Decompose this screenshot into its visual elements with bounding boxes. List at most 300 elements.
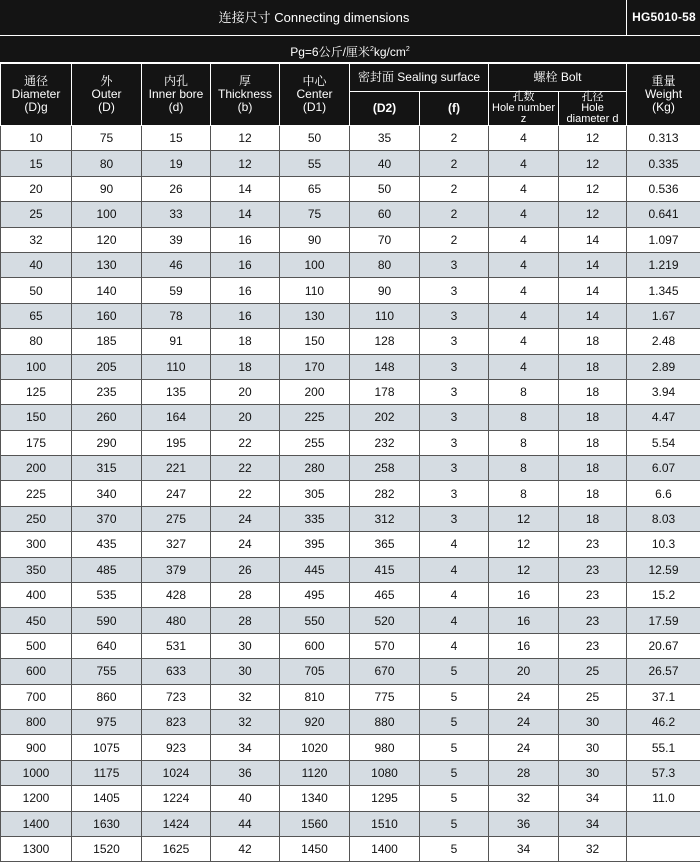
- cell-hole-number: 8: [489, 456, 559, 481]
- cell-inner-bore: 1224: [142, 786, 211, 811]
- cell-diameter: 40: [1, 252, 72, 277]
- cell-outer: 485: [72, 557, 142, 582]
- cell-hole-number: 24: [489, 735, 559, 760]
- cell-sealing-f: 3: [420, 481, 489, 506]
- cell-thickness: 20: [211, 379, 280, 404]
- cell-thickness: 36: [211, 760, 280, 785]
- standard-code: HG5010-58: [626, 0, 700, 35]
- cell-thickness: 28: [211, 583, 280, 608]
- cell-diameter: 225: [1, 481, 72, 506]
- cell-inner-bore: 531: [142, 633, 211, 658]
- cell-thickness: 24: [211, 532, 280, 557]
- cell-sealing-d2: 282: [350, 481, 420, 506]
- cell-sealing-f: 4: [420, 532, 489, 557]
- cell-center: 920: [280, 709, 350, 734]
- cell-thickness: 20: [211, 405, 280, 430]
- cell-weight: 0.536: [627, 176, 700, 201]
- cell-thickness: 30: [211, 633, 280, 658]
- cell-outer: 1405: [72, 786, 142, 811]
- cell-hole-diameter: 30: [559, 735, 627, 760]
- cell-sealing-f: 2: [420, 202, 489, 227]
- cell-center: 1340: [280, 786, 350, 811]
- cell-thickness: 32: [211, 684, 280, 709]
- cell-diameter: 32: [1, 227, 72, 252]
- cell-hole-diameter: 18: [559, 354, 627, 379]
- cell-inner-bore: 823: [142, 709, 211, 734]
- cell-hole-number: 20: [489, 659, 559, 684]
- cell-hole-number: 4: [489, 202, 559, 227]
- cell-hole-diameter: 23: [559, 608, 627, 633]
- cell-sealing-d2: 50: [350, 176, 420, 201]
- cell-inner-bore: 91: [142, 329, 211, 354]
- cell-hole-number: 4: [489, 151, 559, 176]
- pressure-rating: [0, 36, 700, 63]
- cell-sealing-d2: 312: [350, 506, 420, 531]
- cell-weight: [627, 836, 700, 861]
- table-title: 连接尺寸 Connecting dimensions: [0, 0, 628, 35]
- table-row: [1, 126, 700, 151]
- cell-hole-number: 4: [489, 126, 559, 151]
- cell-thickness: 12: [211, 126, 280, 151]
- hole-number-cn: 孔数: [489, 92, 558, 103]
- table-row: [1, 227, 700, 252]
- cell-outer: 975: [72, 709, 142, 734]
- table-row: [1, 456, 700, 481]
- pressure-sup: 2: [370, 46, 374, 53]
- cell-outer: 1520: [72, 836, 142, 861]
- cell-hole-number: 16: [489, 633, 559, 658]
- cell-inner-bore: 1625: [142, 836, 211, 861]
- cell-sealing-f: 3: [420, 354, 489, 379]
- cell-sealing-d2: 365: [350, 532, 420, 557]
- cell-weight: 0.313: [627, 126, 700, 151]
- cell-hole-number: 36: [489, 811, 559, 836]
- cell-diameter: 1000: [1, 760, 72, 785]
- cell-thickness: 14: [211, 176, 280, 201]
- cell-center: 170: [280, 354, 350, 379]
- cell-sealing-d2: 465: [350, 583, 420, 608]
- cell-sealing-f: 5: [420, 659, 489, 684]
- cell-diameter: 20: [1, 176, 72, 201]
- cell-hole-diameter: 14: [559, 227, 627, 252]
- table-row: [1, 760, 700, 785]
- cell-thickness: 24: [211, 506, 280, 531]
- cell-center: 705: [280, 659, 350, 684]
- cell-thickness: 18: [211, 354, 280, 379]
- cell-sealing-f: 5: [420, 684, 489, 709]
- cell-outer: 205: [72, 354, 142, 379]
- cell-hole-number: 4: [489, 354, 559, 379]
- cell-inner-bore: 247: [142, 481, 211, 506]
- cell-sealing-f: 5: [420, 786, 489, 811]
- col-header-f: (f): [420, 92, 489, 126]
- cell-sealing-d2: 1080: [350, 760, 420, 785]
- cell-diameter: 50: [1, 278, 72, 303]
- cell-center: 255: [280, 430, 350, 455]
- cell-center: 130: [280, 303, 350, 328]
- cell-hole-number: 32: [489, 786, 559, 811]
- cell-outer: 435: [72, 532, 142, 557]
- cell-hole-diameter: 14: [559, 303, 627, 328]
- col-header-outer: [72, 64, 142, 126]
- cell-weight: 20.67: [627, 633, 700, 658]
- cell-sealing-f: 3: [420, 278, 489, 303]
- cell-hole-number: 8: [489, 481, 559, 506]
- cell-weight: 12.59: [627, 557, 700, 582]
- table-row: [1, 354, 700, 379]
- cell-center: 200: [280, 379, 350, 404]
- cell-sealing-d2: 1295: [350, 786, 420, 811]
- cell-inner-bore: 480: [142, 608, 211, 633]
- outer-sym: (D): [72, 101, 141, 114]
- cell-sealing-d2: 232: [350, 430, 420, 455]
- cell-sealing-f: 2: [420, 176, 489, 201]
- cell-inner-bore: 26: [142, 176, 211, 201]
- cell-hole-number: 8: [489, 379, 559, 404]
- cell-center: 75: [280, 202, 350, 227]
- cell-thickness: 34: [211, 735, 280, 760]
- cell-center: 50: [280, 126, 350, 151]
- cell-inner-bore: 633: [142, 659, 211, 684]
- col-header-center: [280, 64, 350, 126]
- cell-weight: 15.2: [627, 583, 700, 608]
- cell-sealing-d2: 258: [350, 456, 420, 481]
- inner-en: Inner bore: [142, 88, 210, 101]
- cell-weight: 17.59: [627, 608, 700, 633]
- cell-hole-diameter: 18: [559, 456, 627, 481]
- thickness-cn: 厚: [211, 75, 279, 88]
- cell-center: 100: [280, 252, 350, 277]
- cell-inner-bore: 379: [142, 557, 211, 582]
- cell-diameter: 150: [1, 405, 72, 430]
- cell-outer: 1630: [72, 811, 142, 836]
- table-row: [1, 202, 700, 227]
- cell-center: 110: [280, 278, 350, 303]
- cell-sealing-f: 3: [420, 379, 489, 404]
- cell-weight: 10.3: [627, 532, 700, 557]
- cell-outer: 315: [72, 456, 142, 481]
- center-sym: (D1): [280, 101, 349, 114]
- cell-hole-diameter: 18: [559, 506, 627, 531]
- cell-outer: 535: [72, 583, 142, 608]
- cell-outer: 260: [72, 405, 142, 430]
- cell-hole-number: 4: [489, 176, 559, 201]
- inner-cn: 内孔: [142, 75, 210, 88]
- cell-weight: 8.03: [627, 506, 700, 531]
- table-row: [1, 684, 700, 709]
- cell-weight: 46.2: [627, 709, 700, 734]
- cell-sealing-f: 3: [420, 456, 489, 481]
- cell-weight: 1.345: [627, 278, 700, 303]
- cell-sealing-d2: 570: [350, 633, 420, 658]
- cell-sealing-d2: 1400: [350, 836, 420, 861]
- cell-center: 445: [280, 557, 350, 582]
- cell-weight: 3.94: [627, 379, 700, 404]
- cell-diameter: 800: [1, 709, 72, 734]
- cell-sealing-d2: 178: [350, 379, 420, 404]
- cell-hole-number: 24: [489, 709, 559, 734]
- pressure-unit: kg/cm: [374, 45, 406, 59]
- cell-hole-number: 28: [489, 760, 559, 785]
- cell-weight: 26.57: [627, 659, 700, 684]
- col-header-hole-number: [489, 92, 559, 126]
- cell-hole-diameter: 18: [559, 329, 627, 354]
- cell-inner-bore: 46: [142, 252, 211, 277]
- cell-center: 65: [280, 176, 350, 201]
- table-row: [1, 405, 700, 430]
- cell-hole-diameter: 23: [559, 583, 627, 608]
- cell-sealing-f: 5: [420, 836, 489, 861]
- table-row: [1, 557, 700, 582]
- cell-thickness: 22: [211, 430, 280, 455]
- cell-sealing-f: 2: [420, 227, 489, 252]
- cell-sealing-f: 5: [420, 811, 489, 836]
- cell-sealing-d2: 202: [350, 405, 420, 430]
- cell-outer: 640: [72, 633, 142, 658]
- cell-sealing-d2: 70: [350, 227, 420, 252]
- cell-hole-number: 4: [489, 303, 559, 328]
- cell-sealing-d2: 80: [350, 252, 420, 277]
- table-body: [1, 126, 700, 862]
- cell-hole-diameter: 30: [559, 709, 627, 734]
- thickness-en: Thickness: [211, 88, 279, 101]
- cell-hole-number: 12: [489, 532, 559, 557]
- table-row: [1, 481, 700, 506]
- cell-center: 1020: [280, 735, 350, 760]
- cell-outer: 100: [72, 202, 142, 227]
- cell-weight: 55.1: [627, 735, 700, 760]
- cell-center: 600: [280, 633, 350, 658]
- table-row: [1, 735, 700, 760]
- cell-center: 55: [280, 151, 350, 176]
- cell-outer: 75: [72, 126, 142, 151]
- cell-outer: 1175: [72, 760, 142, 785]
- cell-hole-diameter: 25: [559, 659, 627, 684]
- cell-hole-diameter: 30: [559, 760, 627, 785]
- cell-diameter: 700: [1, 684, 72, 709]
- table-row: [1, 252, 700, 277]
- cell-hole-diameter: 25: [559, 684, 627, 709]
- cell-hole-diameter: 18: [559, 379, 627, 404]
- cell-sealing-f: 4: [420, 608, 489, 633]
- cell-diameter: 900: [1, 735, 72, 760]
- col-header-thickness: [211, 64, 280, 126]
- cell-sealing-d2: 128: [350, 329, 420, 354]
- table-row: [1, 379, 700, 404]
- cell-diameter: 175: [1, 430, 72, 455]
- col-header-weight: [627, 64, 700, 126]
- inner-sym: (d): [142, 101, 210, 114]
- cell-diameter: 200: [1, 456, 72, 481]
- pressure-unit-sup: 2: [406, 46, 410, 53]
- cell-thickness: 16: [211, 227, 280, 252]
- cell-hole-diameter: 12: [559, 126, 627, 151]
- cell-center: 1450: [280, 836, 350, 861]
- cell-sealing-f: 5: [420, 709, 489, 734]
- cell-sealing-d2: 60: [350, 202, 420, 227]
- cell-hole-number: 16: [489, 608, 559, 633]
- cell-sealing-f: 2: [420, 126, 489, 151]
- cell-sealing-f: 3: [420, 303, 489, 328]
- cell-hole-number: 24: [489, 684, 559, 709]
- cell-sealing-d2: 880: [350, 709, 420, 734]
- cell-hole-diameter: 34: [559, 786, 627, 811]
- cell-diameter: 400: [1, 583, 72, 608]
- cell-sealing-d2: 148: [350, 354, 420, 379]
- cell-hole-number: 12: [489, 557, 559, 582]
- table-row: [1, 608, 700, 633]
- cell-sealing-f: 3: [420, 252, 489, 277]
- cell-diameter: 600: [1, 659, 72, 684]
- diameter-sym: (D)g: [1, 101, 71, 114]
- cell-outer: 340: [72, 481, 142, 506]
- cell-center: 1560: [280, 811, 350, 836]
- cell-sealing-d2: 415: [350, 557, 420, 582]
- cell-inner-bore: 221: [142, 456, 211, 481]
- cell-inner-bore: 78: [142, 303, 211, 328]
- center-cn: 中心: [280, 75, 349, 88]
- cell-sealing-f: 3: [420, 329, 489, 354]
- cell-hole-number: 4: [489, 252, 559, 277]
- cell-weight: 0.335: [627, 151, 700, 176]
- col-header-sealing-surface: 密封面 Sealing surface: [350, 64, 489, 92]
- weight-en: Weight: [627, 88, 700, 101]
- cell-inner-bore: 1424: [142, 811, 211, 836]
- cell-thickness: 18: [211, 329, 280, 354]
- cell-weight: [627, 811, 700, 836]
- cell-inner-bore: 923: [142, 735, 211, 760]
- cell-weight: 5.54: [627, 430, 700, 455]
- cell-center: 90: [280, 227, 350, 252]
- cell-diameter: 1300: [1, 836, 72, 861]
- cell-diameter: 25: [1, 202, 72, 227]
- cell-center: 305: [280, 481, 350, 506]
- cell-diameter: 350: [1, 557, 72, 582]
- cell-thickness: 12: [211, 151, 280, 176]
- hole-number-en: Hole number z: [489, 103, 558, 125]
- cell-inner-bore: 135: [142, 379, 211, 404]
- table-row: [1, 532, 700, 557]
- cell-outer: 185: [72, 329, 142, 354]
- col-header-hole-diameter: [559, 92, 627, 126]
- cell-weight: 6.6: [627, 481, 700, 506]
- cell-weight: 57.3: [627, 760, 700, 785]
- cell-sealing-f: 5: [420, 760, 489, 785]
- cell-diameter: 65: [1, 303, 72, 328]
- diameter-en: Diameter: [1, 88, 71, 101]
- center-en: Center: [280, 88, 349, 101]
- cell-center: 280: [280, 456, 350, 481]
- cell-diameter: 80: [1, 329, 72, 354]
- col-header-diameter: [1, 64, 72, 126]
- table-row: [1, 430, 700, 455]
- cell-center: 810: [280, 684, 350, 709]
- cell-center: 225: [280, 405, 350, 430]
- cell-thickness: 42: [211, 836, 280, 861]
- cell-weight: 2.48: [627, 329, 700, 354]
- cell-center: 495: [280, 583, 350, 608]
- cell-thickness: 22: [211, 456, 280, 481]
- cell-sealing-d2: 40: [350, 151, 420, 176]
- cell-hole-diameter: 23: [559, 557, 627, 582]
- cell-thickness: 30: [211, 659, 280, 684]
- cell-diameter: 500: [1, 633, 72, 658]
- cell-sealing-f: 5: [420, 735, 489, 760]
- cell-outer: 130: [72, 252, 142, 277]
- cell-diameter: 450: [1, 608, 72, 633]
- table-row: [1, 659, 700, 684]
- cell-diameter: 10: [1, 126, 72, 151]
- cell-weight: 4.47: [627, 405, 700, 430]
- cell-inner-bore: 164: [142, 405, 211, 430]
- cell-sealing-d2: 35: [350, 126, 420, 151]
- col-header-bolt: 螺栓 Bolt: [489, 64, 627, 92]
- cell-diameter: 250: [1, 506, 72, 531]
- cell-weight: 0.641: [627, 202, 700, 227]
- cell-outer: 370: [72, 506, 142, 531]
- cell-outer: 90: [72, 176, 142, 201]
- cell-thickness: 44: [211, 811, 280, 836]
- cell-outer: 80: [72, 151, 142, 176]
- cell-hole-number: 4: [489, 278, 559, 303]
- cell-sealing-f: 4: [420, 557, 489, 582]
- cell-diameter: 100: [1, 354, 72, 379]
- cell-center: 150: [280, 329, 350, 354]
- cell-weight: 37.1: [627, 684, 700, 709]
- cell-outer: 160: [72, 303, 142, 328]
- cell-center: 550: [280, 608, 350, 633]
- cell-weight: 11.0: [627, 786, 700, 811]
- cell-inner-bore: 33: [142, 202, 211, 227]
- diameter-cn: 通径: [1, 75, 71, 88]
- cell-outer: 755: [72, 659, 142, 684]
- cell-hole-number: 8: [489, 430, 559, 455]
- cell-inner-bore: 39: [142, 227, 211, 252]
- cell-inner-bore: 195: [142, 430, 211, 455]
- cell-hole-diameter: 34: [559, 811, 627, 836]
- cell-outer: 590: [72, 608, 142, 633]
- cell-hole-diameter: 12: [559, 176, 627, 201]
- cell-thickness: 26: [211, 557, 280, 582]
- cell-weight: 1.219: [627, 252, 700, 277]
- cell-sealing-f: 3: [420, 430, 489, 455]
- cell-weight: 2.89: [627, 354, 700, 379]
- cell-diameter: 125: [1, 379, 72, 404]
- table-row: [1, 836, 700, 861]
- cell-inner-bore: 428: [142, 583, 211, 608]
- cell-hole-diameter: 23: [559, 633, 627, 658]
- cell-inner-bore: 15: [142, 126, 211, 151]
- table-row: [1, 303, 700, 328]
- pressure-main: Pg=6公斤/厘米: [290, 45, 370, 59]
- cell-thickness: 22: [211, 481, 280, 506]
- cell-outer: 1075: [72, 735, 142, 760]
- table-row: [1, 329, 700, 354]
- cell-weight: 1.67: [627, 303, 700, 328]
- hole-diameter-cn: 孔径: [559, 92, 626, 103]
- cell-diameter: 15: [1, 151, 72, 176]
- cell-outer: 860: [72, 684, 142, 709]
- table-row: [1, 151, 700, 176]
- cell-thickness: 40: [211, 786, 280, 811]
- cell-sealing-f: 2: [420, 151, 489, 176]
- table-row: [1, 786, 700, 811]
- table-row: [1, 811, 700, 836]
- cell-thickness: 16: [211, 278, 280, 303]
- cell-weight: 1.097: [627, 227, 700, 252]
- cell-thickness: 28: [211, 608, 280, 633]
- cell-inner-bore: 1024: [142, 760, 211, 785]
